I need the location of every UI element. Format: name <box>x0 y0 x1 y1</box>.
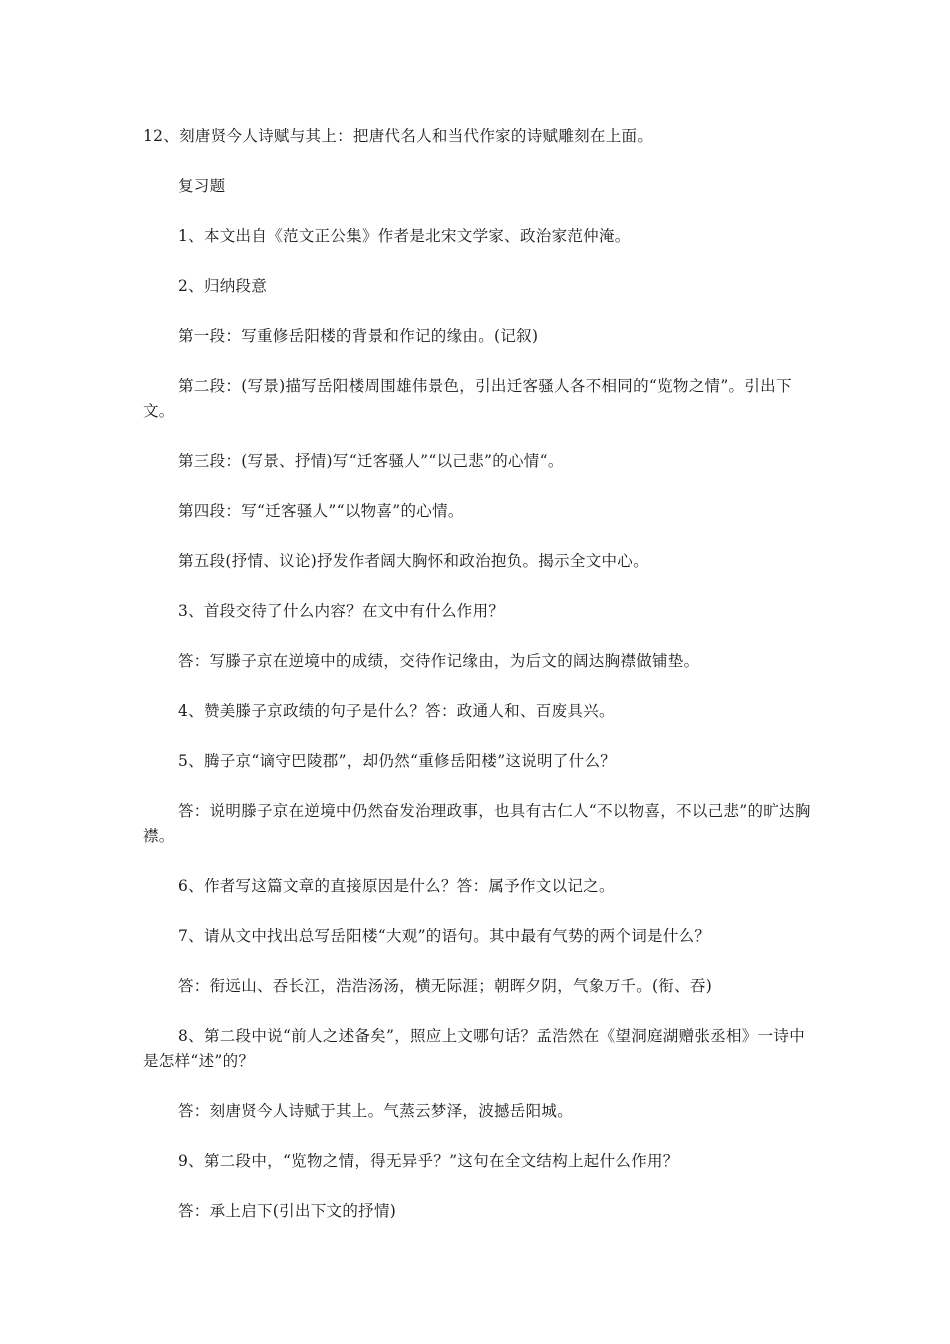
paragraph-a9: 答：承上启下(引出下文的抒情) <box>178 1202 397 1220</box>
paragraph-a3: 答：写滕子京在逆境中的成绩，交待作记缘由，为后文的阔达胸襟做铺垫。 <box>178 652 700 670</box>
paragraph-q3: 3、首段交待了什么内容？在文中有什么作用？ <box>178 602 505 620</box>
paragraph-segment-2: 第二段：(写景)描写岳阳楼周围雄伟景色，引出迁客骚人各不相同的“览物之情”。引出下文。 <box>143 377 792 420</box>
paragraph-a7: 答：衔远山、吞长江，浩浩汤汤，横无际涯；朝晖夕阴，气象万千。(衔、吞) <box>178 977 713 995</box>
section-heading-review: 复习题 <box>178 177 226 195</box>
paragraph-q7: 7、请从文中找出总写岳阳楼“大观”的语句。其中最有气势的两个词是什么？ <box>178 927 711 945</box>
paragraph-segment-5: 第五段(抒情、议论)抒发作者阔大胸怀和政治抱负。揭示全文中心。 <box>178 552 649 570</box>
document-body <box>143 124 813 1249</box>
paragraph-segment-1: 第一段：写重修岳阳楼的背景和作记的缘由。(记叙) <box>178 327 539 345</box>
paragraph-q1: 1、本文出自《范文正公集》作者是北宋文学家、政治家范仲淹。 <box>178 227 631 245</box>
paragraph-a8: 答：刻唐贤今人诗赋于其上。气蒸云梦泽，波撼岳阳城。 <box>178 1102 574 1120</box>
paragraph-q8: 8、第二段中说“前人之述备矣”，照应上文哪句话？孟浩然在《望洞庭湖赠张丞相》一诗中是怎样“述”的？ <box>143 1027 806 1070</box>
paragraph-q5: 5、腾子京“谪守巴陵郡”，却仍然“重修岳阳楼”这说明了什么？ <box>178 752 617 770</box>
paragraph-segment-3: 第三段：(写景、抒情)写“迁客骚人”“以己悲”的心情“。 <box>178 452 564 470</box>
paragraph-vocab-12: 12、刻唐贤今人诗赋与其上：把唐代名人和当代作家的诗赋雕刻在上面。 <box>143 127 654 145</box>
paragraph-q6: 6、作者写这篇文章的直接原因是什么？答：属予作文以记之。 <box>178 877 615 895</box>
paragraph-a5: 答：说明滕子京在逆境中仍然奋发治理政事，也具有古仁人“不以物喜，不以己悲”的旷达胸襟。 <box>143 802 811 845</box>
paragraph-q4: 4、赞美滕子京政绩的句子是什么？答：政通人和、百废具兴。 <box>178 702 615 720</box>
paragraph-q2: 2、归纳段意 <box>178 277 268 295</box>
paragraph-segment-4: 第四段：写“迁客骚人”“以物喜”的心情。 <box>178 502 464 520</box>
paragraph-q9: 9、第二段中，“览物之情，得无异乎？”这句在全文结构上起什么作用？ <box>178 1152 679 1170</box>
